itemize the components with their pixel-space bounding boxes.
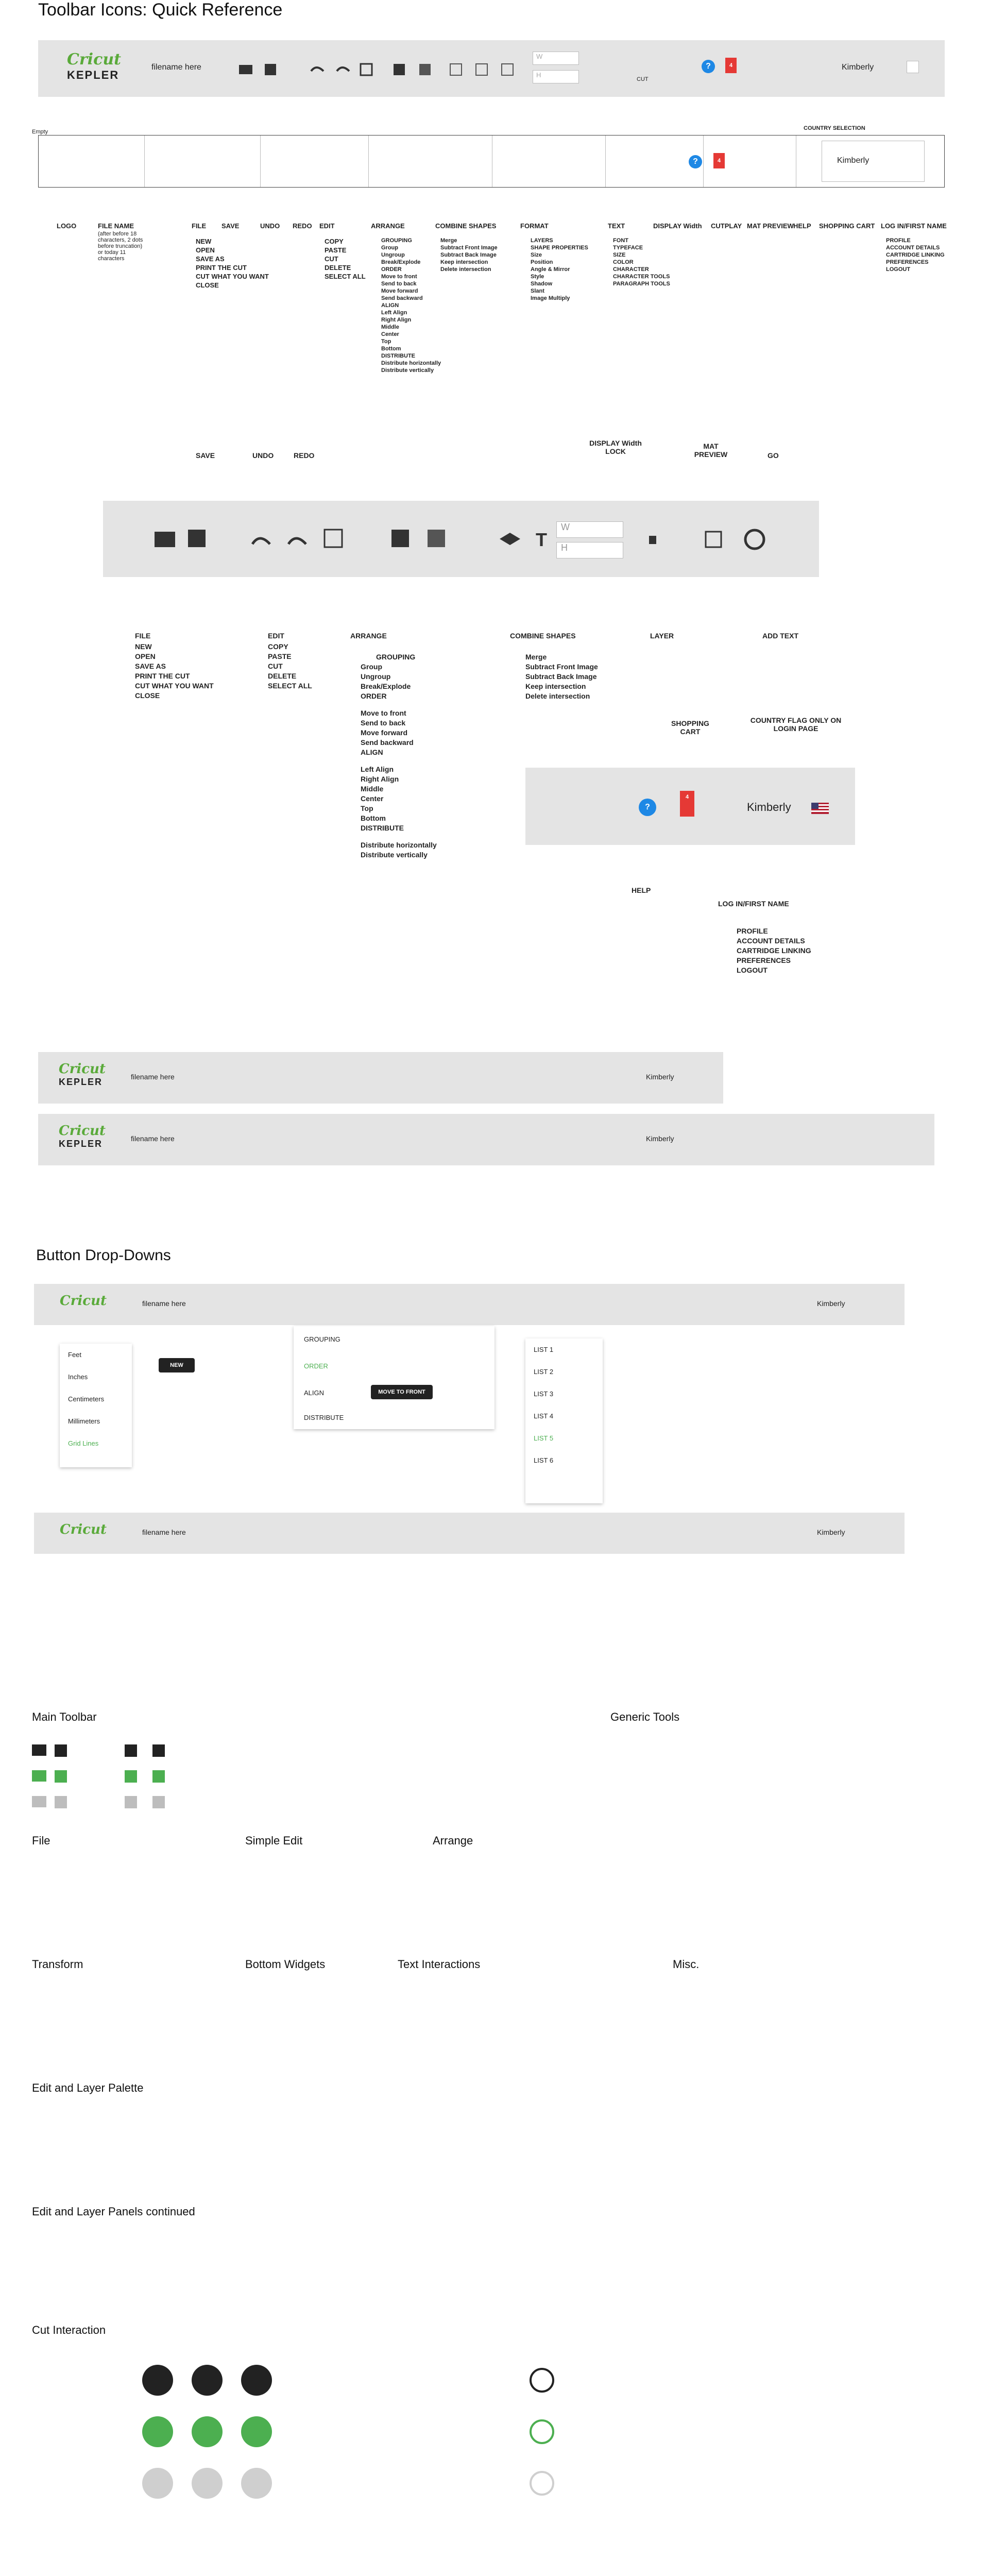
menu-item[interactable]: Send backward bbox=[381, 295, 423, 301]
arrange-heading: Arrange bbox=[433, 1834, 473, 1847]
menu-item[interactable]: Distribute horizontally bbox=[361, 841, 437, 849]
knife-icon bbox=[192, 2365, 223, 2396]
menu-item[interactable]: Angle & Mirror bbox=[531, 266, 570, 273]
zoomed-right-toolbar bbox=[525, 768, 855, 845]
ref-format: FORMAT bbox=[520, 222, 549, 230]
menu-item[interactable]: CARTRIDGE LINKING bbox=[737, 946, 811, 955]
logo-cricut: Cricut bbox=[60, 1522, 107, 1537]
flag-stripe bbox=[811, 810, 829, 812]
user-name[interactable]: Kimberly bbox=[646, 1134, 674, 1143]
filename[interactable]: filename here bbox=[131, 1134, 175, 1143]
menu-item[interactable]: Merge bbox=[525, 653, 547, 661]
width-field[interactable] bbox=[533, 52, 579, 65]
ref-text-menu bbox=[613, 237, 670, 287]
ref-mat: MAT PREVIEW bbox=[747, 222, 794, 230]
menu-item: DISTRIBUTE bbox=[361, 824, 404, 832]
ref-arrange-menu bbox=[381, 237, 441, 374]
scissor-icon bbox=[142, 2468, 173, 2499]
zoom-cart-badge[interactable]: 4 bbox=[680, 791, 694, 817]
separator-1 bbox=[144, 135, 145, 187]
cut-label[interactable]: CUT bbox=[637, 76, 649, 82]
ref-combine: COMBINE SHAPES bbox=[435, 222, 497, 230]
menu-item[interactable]: DELETE bbox=[325, 264, 351, 272]
zoom-layer-label: LAYER bbox=[650, 632, 674, 640]
zoom-account-menu bbox=[737, 926, 811, 975]
menu-item[interactable]: CUT bbox=[325, 255, 338, 263]
list-item[interactable]: LIST 4 bbox=[534, 1412, 554, 1420]
list-item[interactable]: LIST 1 bbox=[534, 1346, 554, 1353]
menu-item[interactable]: Subtract Front Image bbox=[440, 245, 498, 251]
zoom-width-field[interactable] bbox=[556, 521, 623, 538]
menu-item[interactable]: PASTE bbox=[268, 652, 292, 660]
align-row: ALIGN bbox=[304, 1389, 325, 1397]
menu-item: ORDER bbox=[361, 692, 387, 700]
menu-item[interactable]: CARTRIDGE LINKING bbox=[886, 252, 945, 258]
ref-edit-menu bbox=[325, 237, 366, 281]
unit-inches[interactable]: Inches bbox=[68, 1373, 88, 1381]
ref-cart: SHOPPING CART bbox=[819, 222, 875, 230]
lists-dropdown bbox=[525, 1338, 603, 1503]
folder-icon bbox=[239, 65, 252, 74]
menu-item[interactable]: LOGOUT bbox=[737, 966, 768, 974]
zoom-file-label: FILE bbox=[135, 632, 151, 640]
alert-icon bbox=[241, 2416, 272, 2447]
folder-icon bbox=[155, 532, 175, 547]
undo-icon bbox=[311, 67, 323, 71]
ref-account-menu bbox=[886, 237, 945, 273]
menu-item[interactable]: Middle bbox=[381, 324, 399, 330]
zoom-help-label: HELP bbox=[632, 886, 651, 894]
user-name-2[interactable]: Kimberly bbox=[837, 156, 869, 165]
logo bbox=[59, 1123, 106, 1149]
menu-item[interactable]: COPY bbox=[268, 642, 288, 651]
menu-item[interactable]: PASTE bbox=[325, 246, 347, 254]
menu-item[interactable]: CUT WHAT YOU WANT bbox=[196, 273, 269, 280]
icon-row-green bbox=[32, 1770, 165, 1783]
menu-item[interactable]: LAYERS bbox=[531, 238, 553, 244]
ref-cutplay: CUTPLAY bbox=[711, 222, 742, 230]
separator-2 bbox=[260, 135, 261, 187]
logo bbox=[67, 50, 121, 82]
zoom-redo-label: REDO bbox=[294, 451, 315, 460]
logo-cricut: Cricut bbox=[67, 50, 122, 69]
unit-feet[interactable]: Feet bbox=[68, 1351, 82, 1359]
zoom-combine-menu bbox=[525, 652, 598, 701]
menu-item[interactable]: Style bbox=[531, 274, 544, 280]
country-box[interactable] bbox=[907, 61, 919, 73]
zoom-width-placeholder: W bbox=[561, 522, 570, 532]
logo-cricut: Cricut bbox=[60, 1293, 107, 1309]
scissor-icon bbox=[142, 2416, 173, 2447]
ref-file-menu bbox=[196, 237, 269, 290]
menu-item[interactable]: Middle bbox=[361, 785, 384, 793]
edit-icon bbox=[125, 1796, 137, 1808]
folder-icon bbox=[32, 1770, 46, 1782]
distribute-row: DISTRIBUTE bbox=[304, 1414, 344, 1421]
ref-edit: EDIT bbox=[319, 222, 335, 230]
measure-empty-left: Empty bbox=[32, 129, 48, 135]
save-icon bbox=[55, 1744, 67, 1757]
logo-cricut: Cricut bbox=[59, 1123, 106, 1139]
eye-icon bbox=[531, 2472, 553, 2495]
cut-row-green bbox=[142, 2416, 553, 2447]
cut-interaction-icons bbox=[32, 2360, 933, 2514]
icon-row-gray bbox=[32, 1796, 165, 1808]
ref-redo: REDO bbox=[293, 222, 312, 230]
cart-badge[interactable]: 4 bbox=[725, 58, 737, 73]
menu-item[interactable]: Group bbox=[381, 245, 398, 251]
menu-item[interactable]: COPY bbox=[325, 238, 344, 245]
menu-item[interactable]: Subtract Front Image bbox=[525, 663, 598, 671]
alert-icon bbox=[241, 2365, 272, 2396]
zoom-user-name[interactable]: Kimberly bbox=[747, 801, 791, 814]
menu-item[interactable]: Position bbox=[531, 259, 553, 265]
user-name[interactable]: Kimberly bbox=[817, 1299, 845, 1308]
knife-icon bbox=[192, 2468, 223, 2499]
edit-layer-palette-heading: Edit and Layer Palette bbox=[32, 2081, 144, 2094]
menu-item[interactable]: Center bbox=[381, 331, 399, 337]
menu-item[interactable]: FONT bbox=[613, 238, 628, 244]
edit-icon bbox=[125, 1770, 137, 1783]
filename[interactable]: filename here bbox=[142, 1299, 186, 1308]
menu-item[interactable]: CLOSE bbox=[196, 281, 219, 289]
unit-grid-lines[interactable]: Grid Lines bbox=[68, 1439, 99, 1447]
zoom-arrange-menu bbox=[361, 652, 437, 860]
filename[interactable]: filename here bbox=[142, 1528, 186, 1536]
menu-item[interactable]: Right Align bbox=[381, 317, 412, 323]
menu-item[interactable]: Send to back bbox=[381, 281, 417, 287]
menu-item[interactable]: SELECT ALL bbox=[268, 682, 312, 690]
redo-icon bbox=[288, 538, 306, 544]
menu-item[interactable]: Size bbox=[531, 252, 542, 258]
layer-icon bbox=[500, 533, 520, 545]
format-icon bbox=[450, 64, 462, 75]
dropdown-toolbar bbox=[34, 1284, 905, 1325]
layer-icon bbox=[476, 64, 487, 75]
arrange-icon bbox=[152, 1770, 165, 1783]
menu-item[interactable]: Ungroup bbox=[361, 672, 391, 681]
menu-item[interactable]: CUT WHAT YOU WANT bbox=[135, 682, 214, 690]
ref-save: SAVE bbox=[221, 222, 240, 230]
logo-cricut: Cricut bbox=[59, 1061, 106, 1077]
menu-item[interactable]: SAVE AS bbox=[135, 662, 166, 670]
arrange-icon bbox=[394, 64, 405, 75]
logo-kepler: KEPLER bbox=[59, 1139, 103, 1149]
misc-heading: Misc. bbox=[673, 1958, 700, 1971]
logo bbox=[59, 1061, 106, 1088]
cut-interaction-heading: Cut Interaction bbox=[32, 2324, 106, 2336]
menu-item[interactable]: Ungroup bbox=[381, 252, 405, 258]
menu-item[interactable]: SELECT ALL bbox=[325, 273, 366, 280]
redo-icon bbox=[337, 67, 349, 71]
folder-icon bbox=[32, 1796, 46, 1807]
separator-3 bbox=[368, 135, 369, 187]
ref-display: DISPLAY Width bbox=[653, 222, 702, 230]
save-icon bbox=[55, 1770, 67, 1783]
lock-icon bbox=[649, 536, 656, 544]
width-placeholder: W bbox=[536, 53, 543, 60]
text-icon bbox=[502, 64, 513, 75]
menu-item[interactable]: Subtract Back Image bbox=[525, 672, 597, 681]
zoom-save-label: SAVE bbox=[196, 451, 215, 460]
logo-kepler: KEPLER bbox=[59, 1077, 103, 1087]
menu-item[interactable]: Top bbox=[361, 804, 373, 812]
menu-item[interactable]: PREFERENCES bbox=[886, 259, 929, 265]
height-field[interactable] bbox=[533, 70, 579, 83]
flag-canton bbox=[811, 803, 819, 809]
menu-item: DISTRIBUTE bbox=[381, 353, 415, 359]
transform-heading: Transform bbox=[32, 1958, 83, 1971]
menu-item[interactable]: Distribute vertically bbox=[361, 851, 428, 859]
list-item[interactable]: LIST 2 bbox=[534, 1368, 554, 1376]
menu-item[interactable]: PREFERENCES bbox=[737, 956, 791, 964]
menu-item[interactable]: CUT bbox=[268, 662, 283, 670]
cut-icons-svg bbox=[32, 2360, 933, 2514]
zoom-combine-label: COMBINE SHAPES bbox=[510, 632, 576, 640]
icon-grid-svg bbox=[32, 1734, 959, 1822]
menu-item[interactable]: Break/Explode bbox=[381, 259, 421, 265]
menu-item[interactable]: CHARACTER bbox=[613, 266, 649, 273]
measure-country: COUNTRY SELECTION bbox=[804, 125, 865, 131]
toolbar-preview-top bbox=[38, 40, 945, 97]
menu-item[interactable]: Merge bbox=[440, 238, 457, 244]
alert-icon bbox=[241, 2468, 272, 2499]
generic-tools-heading: Generic Tools bbox=[610, 1710, 680, 1723]
dropdown-toolbar-2 bbox=[34, 1513, 905, 1554]
menu-item[interactable]: Slant bbox=[531, 288, 544, 294]
menu-item[interactable]: DELETE bbox=[268, 672, 297, 680]
menu-item[interactable]: Keep intersection bbox=[525, 682, 586, 690]
zoom-height-field[interactable] bbox=[556, 542, 623, 558]
mat-preview-icon bbox=[706, 532, 721, 547]
menu-item[interactable]: Break/Explode bbox=[361, 682, 411, 690]
knife-icon bbox=[192, 2416, 223, 2447]
user-name[interactable]: Kimberly bbox=[817, 1528, 845, 1536]
cut-row-black bbox=[142, 2365, 553, 2396]
menu-item[interactable]: CLOSE bbox=[135, 691, 160, 700]
eye-icon bbox=[531, 2420, 553, 2443]
zoom-arrange-label: ARRANGE bbox=[350, 632, 387, 640]
ref-format-menu bbox=[531, 237, 588, 302]
toolbar-variant-1 bbox=[38, 1052, 723, 1104]
text-interactions-heading: Text Interactions bbox=[398, 1958, 481, 1971]
menu-item[interactable]: Shadow bbox=[531, 281, 553, 287]
menu-item[interactable]: Bottom bbox=[381, 346, 401, 352]
unit-millimeters[interactable]: Millimeters bbox=[68, 1417, 100, 1425]
zoom-file-menu bbox=[135, 642, 214, 701]
ref-help: HELP bbox=[793, 222, 811, 230]
ref-file-name: FILE NAME bbox=[98, 222, 134, 230]
ref-logo: LOGO bbox=[57, 222, 77, 230]
combine-icon bbox=[419, 64, 431, 75]
menu-item[interactable]: Move to front bbox=[381, 274, 417, 280]
menu-item[interactable]: Keep intersection bbox=[440, 259, 488, 265]
zoom-height-placeholder: H bbox=[561, 543, 568, 553]
bottom-widgets-heading: Bottom Widgets bbox=[245, 1958, 326, 1971]
menu-item[interactable]: SHAPE PROPERTIES bbox=[531, 245, 588, 251]
menu-item: ORDER bbox=[381, 266, 402, 273]
undo-icon bbox=[252, 538, 270, 544]
menu-item[interactable]: Left Align bbox=[361, 765, 394, 773]
menu-item: ALIGN bbox=[381, 302, 399, 309]
list-item[interactable]: LIST 3 bbox=[534, 1390, 554, 1398]
menu-item[interactable]: Move to front bbox=[361, 709, 406, 717]
menu-item: ALIGN bbox=[361, 748, 383, 756]
ref-login: LOG IN/FIRST NAME bbox=[881, 222, 947, 230]
menu-item[interactable]: COLOR bbox=[613, 259, 634, 265]
menu-item[interactable]: Right Align bbox=[361, 775, 399, 783]
ref-file: FILE bbox=[192, 222, 207, 230]
menu-item[interactable]: NEW bbox=[135, 642, 152, 651]
cut-row-gray bbox=[142, 2468, 553, 2499]
menu-item[interactable]: Bottom bbox=[361, 814, 386, 822]
menu-item[interactable]: Distribute vertically bbox=[381, 367, 434, 374]
list-item[interactable]: LIST 5 bbox=[534, 1434, 554, 1442]
menu-item[interactable]: Image Multiply bbox=[531, 295, 570, 301]
menu-item[interactable]: Group bbox=[361, 663, 382, 671]
menu-item[interactable]: NEW bbox=[196, 238, 212, 245]
arrange-icon bbox=[391, 530, 409, 547]
zoom-mat-label: MAT PREVIEW bbox=[694, 442, 728, 459]
logo-kepler: KEPLER bbox=[67, 69, 120, 81]
ref-combine-menu bbox=[440, 237, 498, 273]
grouping-row: GROUPING bbox=[304, 1335, 340, 1343]
edit-layer-continued-heading: Edit and Layer Panels continued bbox=[32, 2205, 195, 2218]
ref-undo: UNDO bbox=[260, 222, 280, 230]
folder-icon bbox=[32, 1744, 46, 1756]
toolbar-variant-2 bbox=[38, 1114, 934, 1165]
zoom-country-label: COUNTRY FLAG ONLY ON LOGIN PAGE bbox=[750, 716, 842, 733]
page-title: Toolbar Icons: Quick Reference bbox=[38, 0, 283, 20]
menu-item[interactable]: Send backward bbox=[361, 738, 414, 747]
cart-badge-2[interactable]: 4 bbox=[713, 153, 725, 168]
menu-item[interactable]: CHARACTER TOOLS bbox=[613, 274, 670, 280]
zoom-login-label: LOG IN/FIRST NAME bbox=[718, 900, 789, 908]
menu-item[interactable]: LOGOUT bbox=[886, 266, 911, 273]
menu-item[interactable]: Delete intersection bbox=[525, 692, 590, 700]
simple-edit-heading: Simple Edit bbox=[245, 1834, 303, 1847]
menu-item[interactable]: PRINT THE CUT bbox=[135, 672, 190, 680]
units-dropdown bbox=[60, 1344, 132, 1467]
text-icon: T bbox=[536, 529, 547, 550]
unit-centimeters[interactable]: Centimeters bbox=[68, 1395, 105, 1403]
combine-icon bbox=[428, 530, 445, 547]
order-row: ORDER bbox=[304, 1362, 328, 1370]
menu-item[interactable]: PRINT THE CUT bbox=[196, 264, 247, 272]
menu-item[interactable]: Subtract Back Image bbox=[440, 252, 497, 258]
menu-item[interactable]: PARAGRAPH TOOLS bbox=[613, 281, 670, 287]
main-toolbar-icon-grid bbox=[32, 1734, 959, 1822]
separator-6 bbox=[703, 135, 704, 187]
save-icon bbox=[55, 1796, 67, 1808]
us-flag-icon bbox=[811, 803, 829, 814]
separator-5 bbox=[605, 135, 606, 187]
file-heading: File bbox=[32, 1834, 50, 1847]
arrange-icon bbox=[152, 1744, 165, 1757]
filename[interactable]: filename here bbox=[131, 1073, 175, 1081]
list-item[interactable]: LIST 6 bbox=[534, 1456, 554, 1464]
zoomed-toolbar bbox=[103, 501, 819, 577]
menu-item[interactable]: ACCOUNT DETAILS bbox=[737, 937, 805, 945]
edit-icon bbox=[361, 64, 372, 75]
go-icon bbox=[745, 530, 764, 549]
menu-item[interactable]: Move forward bbox=[361, 728, 408, 737]
zoomed-icon-row bbox=[103, 501, 819, 577]
ref-file-name-note: (after before 18 characters, 2 dots before truncation) or today 11 characters bbox=[98, 231, 143, 262]
main-toolbar-heading: Main Toolbar bbox=[32, 1710, 97, 1723]
menu-item: GROUPING bbox=[376, 653, 416, 661]
menu-item[interactable]: Move forward bbox=[381, 288, 418, 294]
eye-icon bbox=[531, 2369, 553, 2392]
edit-icon bbox=[325, 530, 342, 547]
zoom-edit-menu bbox=[268, 642, 312, 691]
filename[interactable]: filename here bbox=[151, 63, 201, 72]
menu-item[interactable]: SAVE AS bbox=[196, 255, 225, 263]
menu-item[interactable]: OPEN bbox=[196, 246, 215, 254]
menu-item[interactable]: Send to back bbox=[361, 719, 406, 727]
menu-item[interactable]: Top bbox=[381, 338, 391, 345]
zoom-edit-label: EDIT bbox=[268, 632, 284, 640]
edit-icon bbox=[125, 1744, 137, 1757]
menu-item[interactable]: OPEN bbox=[135, 652, 156, 660]
icon-row-black bbox=[32, 1744, 165, 1757]
button-dropdowns-title: Button Drop-Downs bbox=[36, 1247, 171, 1264]
menu-item[interactable]: Delete intersection bbox=[440, 266, 491, 273]
arrange-dropdown bbox=[294, 1326, 494, 1429]
save-icon bbox=[265, 64, 276, 75]
arrange-icon bbox=[152, 1796, 165, 1808]
menu-item: GROUPING bbox=[381, 238, 412, 244]
zoom-help-icon[interactable]: ? bbox=[639, 799, 656, 816]
menu-item[interactable]: Left Align bbox=[381, 310, 407, 316]
menu-item[interactable]: SIZE bbox=[613, 252, 626, 258]
zoom-add-text-label: ADD TEXT bbox=[762, 632, 798, 640]
ref-text: TEXT bbox=[608, 222, 625, 230]
menu-item[interactable]: TYPEFACE bbox=[613, 245, 643, 251]
menu-item[interactable]: PROFILE bbox=[886, 238, 911, 244]
user-name[interactable]: Kimberly bbox=[646, 1073, 674, 1081]
menu-item[interactable]: PROFILE bbox=[737, 927, 768, 935]
scissor-icon bbox=[142, 2365, 173, 2396]
help-icon-2[interactable]: ? bbox=[689, 155, 702, 168]
zoom-display-label: DISPLAY Width LOCK bbox=[589, 439, 642, 455]
menu-item[interactable]: ACCOUNT DETAILS bbox=[886, 245, 940, 251]
help-icon[interactable]: ? bbox=[702, 60, 715, 73]
zoom-go-label: GO bbox=[768, 451, 779, 460]
menu-item[interactable]: Center bbox=[361, 794, 384, 803]
zoom-cart-label: SHOPPING CART bbox=[671, 719, 709, 736]
new-tooltip: NEW bbox=[159, 1358, 195, 1372]
height-placeholder: H bbox=[536, 71, 541, 79]
toolbar-measure-bar bbox=[38, 135, 945, 188]
ref-arrange: ARRANGE bbox=[371, 222, 405, 230]
toolbar-icons bbox=[234, 60, 697, 80]
zoom-undo-label: UNDO bbox=[252, 451, 274, 460]
move-to-front-tooltip: MOVE TO FRONT bbox=[371, 1385, 433, 1399]
save-icon bbox=[188, 530, 206, 547]
user-name[interactable]: Kimberly bbox=[842, 63, 874, 72]
menu-item[interactable]: Distribute horizontally bbox=[381, 360, 441, 366]
toolbar-icon-row bbox=[234, 60, 697, 80]
